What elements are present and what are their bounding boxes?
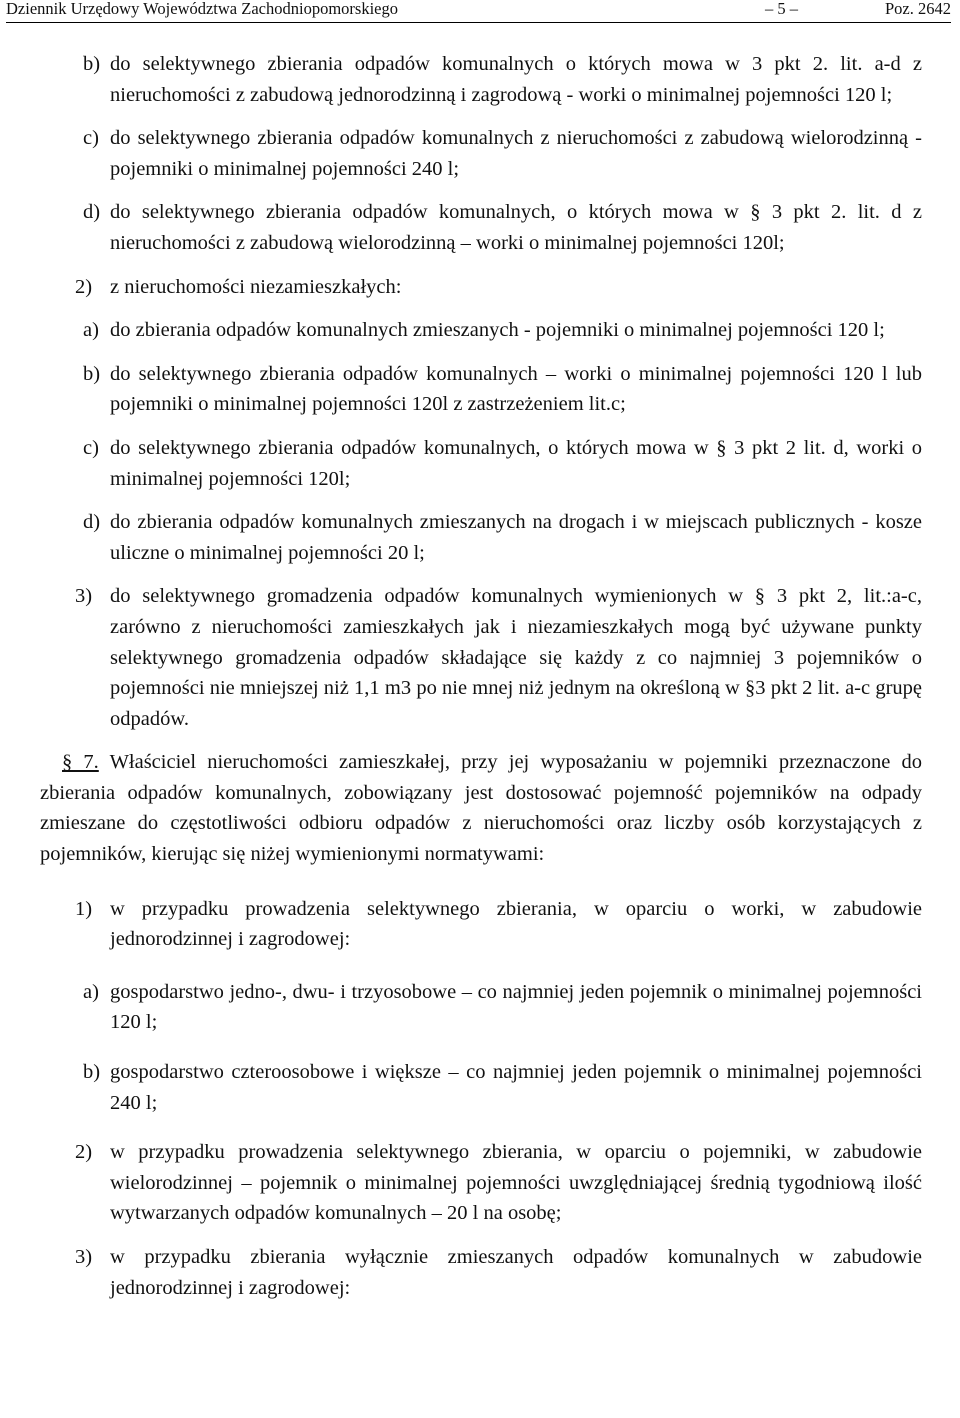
item-text: gospodarstwo jedno-, dwu- i trzyosobowe – co najmniej jeden pojemnik o minimalnej pojemności 120 l; xyxy=(110,980,922,1034)
item-label: 3) xyxy=(75,585,93,608)
item-text: do selektywnego zbierania odpadów komunalnych o których mowa w 3 pkt 2. lit. a-d z nieruchomości z zabudową jednorodzinną i zagrodową - worki o minimalnej pojemności 120 l; xyxy=(110,53,922,106)
list-item xyxy=(75,581,922,734)
list-item xyxy=(83,123,922,184)
item-text: w przypadku zbierania wyłącznie zmieszanych odpadów komunalnych w zabudowie jednorodzinnej i zagrodowej: xyxy=(110,1246,922,1299)
item-label: c) xyxy=(83,127,99,150)
section-paragraph xyxy=(40,747,922,869)
item-text: z nieruchomości niezamieszkałych: xyxy=(110,275,402,298)
item-label: 2) xyxy=(75,1141,93,1164)
item-label: 2) xyxy=(75,275,93,298)
page-header xyxy=(6,0,951,23)
section-text: Właściciel nieruchomości zamieszkałej, przy jej wyposażaniu w pojemniki przeznaczone do zbierania odpadów komunalnych, zobowiązany jest dostosować pojemność pojemników na odpady zmieszane do częstotliwości odbioru odpadów z nieruchomości oraz liczby osób korzystających z pojemników, kierując się niżej wymienionymi normatywami: xyxy=(40,751,922,866)
item-text: do selektywnego zbierania odpadów komunalnych, o których mowa w § 3 pkt 2. lit. d z nieruchomości z zabudową wielorodzinną – worki o minimalnej pojemności 120l; xyxy=(110,201,922,254)
item-text: do selektywnego gromadzenia odpadów komunalnych wymienionych w § 3 pkt 2, lit.:a-c, zarówno z nieruchomości zamieszkałych jak i niezamieszkałych mogą być używane punkty selektywnego gromadzenia odpadów składające się każdy z co najmniej 3 pojemników o pojemności nie mniejszej niż 1,1 m3 po nie mnej niż jednym na określoną w §3 pkt 2 lit. a-c grupę odpadów. xyxy=(110,585,922,730)
list-item xyxy=(83,197,922,258)
item-label: b) xyxy=(83,1061,101,1084)
item-text: w przypadku prowadzenia selektywnego zbierania, w oparciu o worki, w zabudowie jednorodzinnej i zagrodowej: xyxy=(110,897,922,951)
item-label: c) xyxy=(83,436,99,459)
journal-title: Dziennik Urzędowy Województwa Zachodniopomorskiego xyxy=(6,0,398,18)
item-label: 3) xyxy=(75,1246,93,1268)
document-body xyxy=(0,22,960,1303)
list-item xyxy=(83,977,922,1038)
item-text: gospodarstwo czteroosobowe i większe – co najmniej jeden pojemnik o minimalnej pojemności 240 l; xyxy=(110,1061,922,1114)
list-item xyxy=(75,894,922,955)
list-item xyxy=(83,433,922,494)
list-item xyxy=(83,507,922,568)
list-item xyxy=(75,1137,922,1229)
item-text: w przypadku prowadzenia selektywnego zbierania, w oparciu o pojemniki, w zabudowie wielorodzinnej – pojemnik o minimalnej pojemności uwzględniającej średnią tygodniową ilość wytwarzanych odpadów komunalnych – 20 l na osobę; xyxy=(110,1141,922,1225)
item-text: do selektywnego zbierania odpadów komunalnych, o których mowa w § 3 pkt 2 lit. d, worki o minimalnej pojemności 120l; xyxy=(110,436,922,490)
item-label: d) xyxy=(83,511,101,534)
item-label: a) xyxy=(83,980,99,1003)
item-label: b) xyxy=(83,53,101,75)
item-label: a) xyxy=(83,319,99,342)
section-number: § 7. xyxy=(62,751,99,774)
item-text: do selektywnego zbierania odpadów komunalnych – worki o minimalnej pojemności 120 l lub pojemniki o minimalnej pojemności 120l z zastrzeżeniem lit.c; xyxy=(110,362,922,416)
list-item xyxy=(75,1242,922,1303)
list-item xyxy=(83,49,922,110)
list-item xyxy=(83,359,922,420)
item-label: b) xyxy=(83,362,101,385)
item-label: d) xyxy=(83,201,101,224)
list-item xyxy=(83,1057,922,1118)
list-item xyxy=(83,315,922,346)
item-text: do zbierania odpadów komunalnych zmieszanych - pojemniki o minimalnej pojemności 120 l; xyxy=(110,319,885,342)
position-number: Poz. 2642 xyxy=(885,0,951,18)
item-label: 1) xyxy=(75,897,93,920)
item-text: do selektywnego zbierania odpadów komunalnych z nieruchomości z zabudową wielorodzinną - pojemniki o minimalnej pojemności 240 l; xyxy=(110,127,922,180)
list-item xyxy=(75,272,922,303)
page-number: – 5 – xyxy=(765,0,798,18)
item-text: do zbierania odpadów komunalnych zmieszanych na drogach i w miejscach publicznych - kosze uliczne o minimalnej pojemności 20 l; xyxy=(110,511,922,564)
